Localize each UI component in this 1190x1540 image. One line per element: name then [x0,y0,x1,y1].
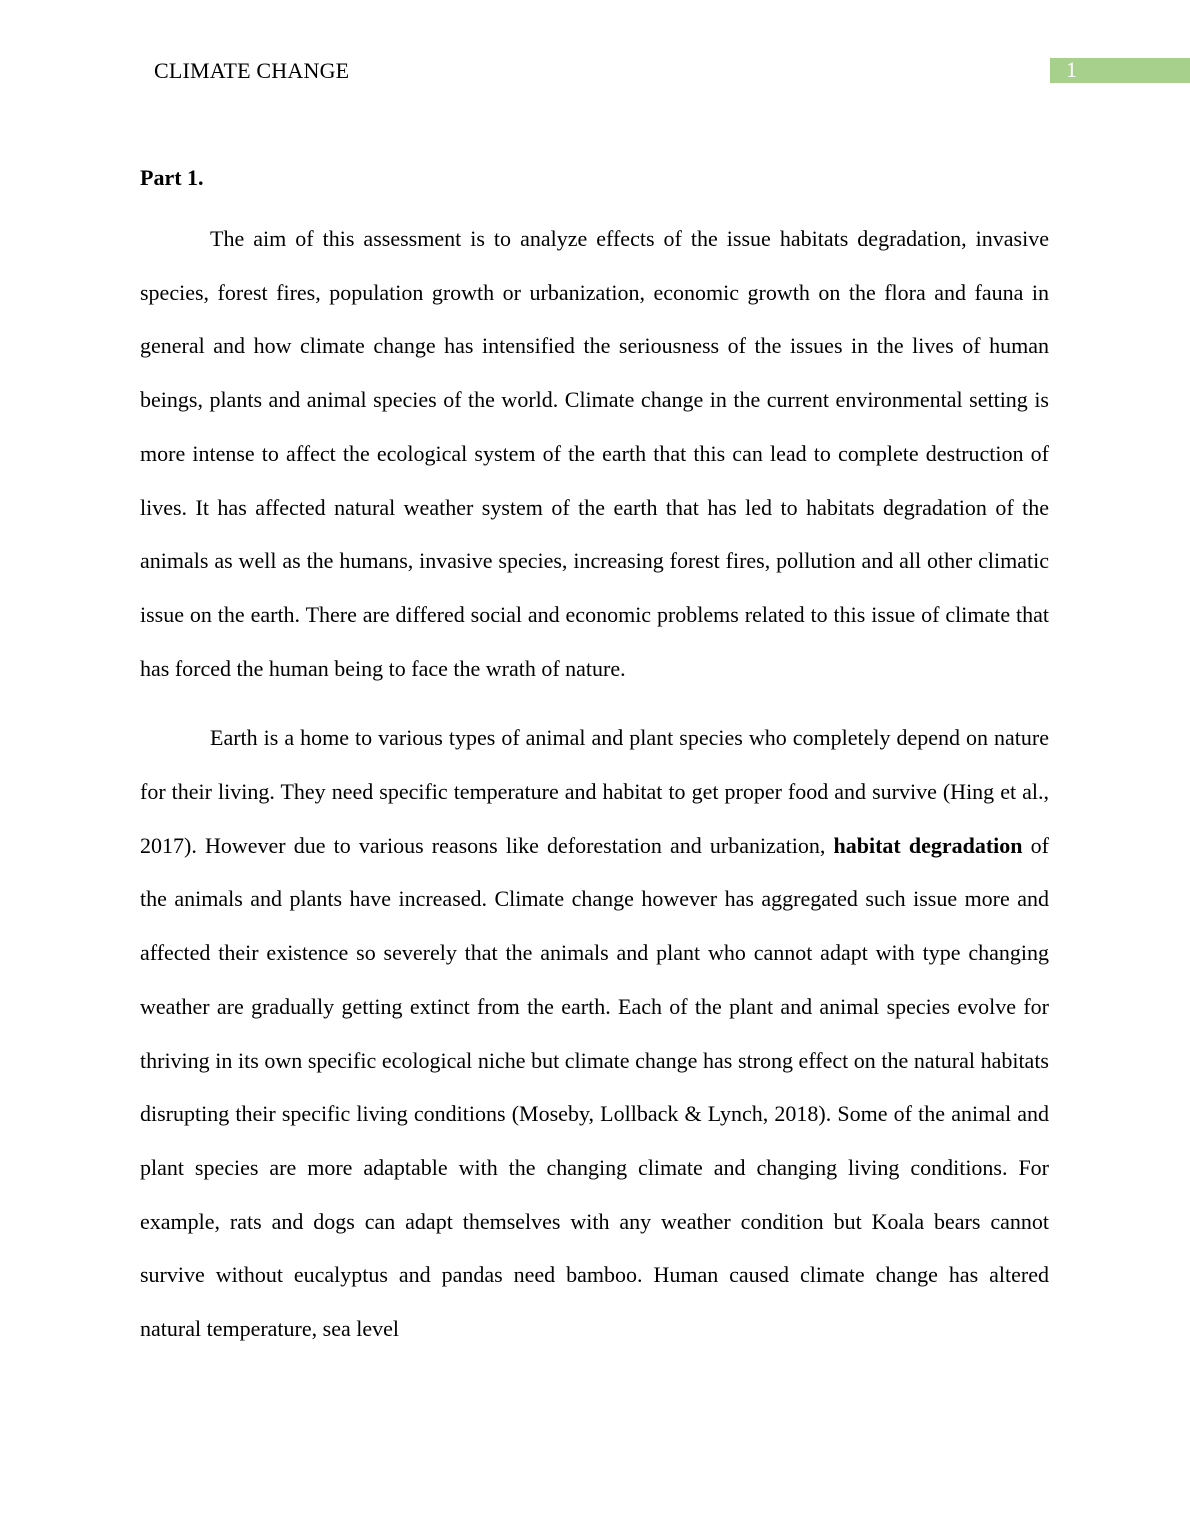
page-number: 1 [1066,57,1077,82]
page-number-box [1050,58,1190,83]
document-body [140,160,1049,1356]
paragraph-2 [140,711,1049,1355]
bold-term-habitat-degradation: habitat degradation [833,832,1023,858]
paragraph-2-text-end: of the animals and plants have increased. Climate change however has aggregated such issue more and affected their existence so severely that the animals and plant who cannot adapt with type changing weather are gradually getting extinct from the earth. Each of the plant and animal species evolve for thriving in its own specific ecological niche but climate change has strong effect on the natural habitats disrupting their specific living conditions (Moseby, Lollback & Lynch, 2018). Some of the animal and plant species are more adaptable with the changing climate and changing living conditions. For example, rats and dogs can adapt themselves with any weather condition but Koala bears cannot survive without eucalyptus and pandas need bamboo. Human caused climate change has altered natural temperature, sea level [140,832,1049,1342]
paragraph-2-text-start: Earth is a home to various types of animal and plant species who completely depend on nature for their living. They need specific temperature and habitat to get proper food and survive (Hing et al., 2017). However due to various reasons like deforestation and urbanization, [140,725,1049,858]
section-heading: Part 1. [140,165,204,190]
running-head-title: CLIMATE CHANGE [154,58,350,83]
paragraph-1: The aim of this assessment is to analyze effects of the issue habitats degradation, invasive species, forest fires, population growth or urbanization, economic growth on the flora and fauna in general and how climate change has intensified the seriousness of the issues in the lives of human beings, plants and animal species of the world. Climate change in the current environmental setting is more intense to affect the ecological system of the earth that this can lead to complete destruction of lives. It has affected natural weather system of the earth that has led to habitats degradation of the animals as well as the humans, invasive species, increasing forest fires, pollution and all other climatic issue on the earth. There are differed social and economic problems related to this issue of climate that has forced the human being to face the wrath of nature. [140,226,1049,681]
